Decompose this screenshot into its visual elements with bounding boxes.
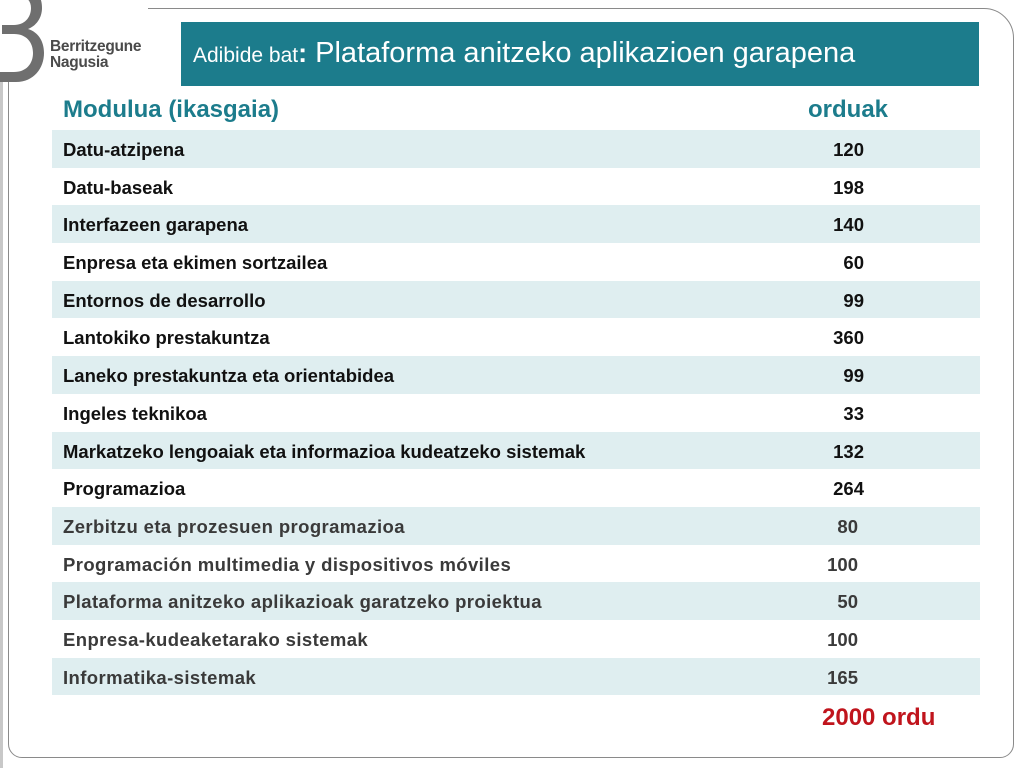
modules-table bbox=[52, 130, 980, 695]
table-row bbox=[52, 658, 980, 696]
module-name-cell: Datu-atzipena bbox=[63, 139, 185, 160]
logo-b-icon bbox=[0, 0, 46, 82]
table-row bbox=[52, 205, 980, 243]
column-header-hours: orduak bbox=[808, 96, 889, 123]
module-name-cell: Zerbitzu eta prozesuen programazioa bbox=[63, 515, 405, 537]
module-name-cell: Plataforma anitzeko aplikazioak garatzeko proiektua bbox=[63, 591, 542, 613]
logo-line-1: Berritzegune bbox=[50, 38, 142, 55]
module-hours-cell: 120 bbox=[833, 139, 864, 160]
table-row bbox=[52, 432, 980, 470]
module-name-cell: Ingeles teknikoa bbox=[63, 402, 207, 424]
table-row bbox=[52, 243, 980, 281]
logo-line-2: Nagusia bbox=[50, 54, 109, 71]
module-hours-cell: 60 bbox=[843, 252, 864, 274]
page-title bbox=[193, 37, 855, 70]
module-hours-cell: 132 bbox=[833, 440, 864, 462]
module-name-cell: Interfazeen garapena bbox=[63, 214, 249, 236]
module-name-cell: Programación multimedia y dispositivos móviles bbox=[63, 553, 512, 575]
slide-left-edge bbox=[0, 0, 3, 768]
module-name-cell: Datu-baseak bbox=[63, 176, 174, 198]
table-row bbox=[52, 507, 980, 545]
logo bbox=[0, 0, 148, 80]
table-header bbox=[52, 92, 980, 128]
module-name-cell: Markatzeko lengoaiak eta informazioa kudeatzeko sistemak bbox=[63, 440, 586, 462]
module-hours-cell: 33 bbox=[843, 402, 864, 424]
title-colon: : bbox=[298, 38, 308, 68]
table-row bbox=[52, 620, 980, 658]
table-row bbox=[52, 394, 980, 432]
column-header-module: Modulua (ikasgaia) bbox=[63, 96, 280, 123]
table-row bbox=[52, 168, 980, 206]
module-name-cell: Laneko prestakuntza eta orientabidea bbox=[63, 365, 395, 387]
module-hours-cell: 99 bbox=[843, 289, 864, 311]
module-hours-cell: 140 bbox=[833, 214, 864, 236]
logo-text bbox=[50, 39, 141, 71]
module-hours-cell: 165 bbox=[827, 666, 858, 688]
title-prefix: Adibide bat bbox=[193, 44, 299, 67]
module-hours-cell: 198 bbox=[833, 176, 864, 198]
table-row bbox=[52, 318, 980, 356]
total-hours: 2000 ordu bbox=[822, 704, 936, 731]
module-name-cell: Programazioa bbox=[63, 478, 186, 500]
table-row bbox=[52, 130, 980, 168]
module-name-cell: Entornos de desarrollo bbox=[63, 289, 266, 311]
module-name-cell: Informatika-sistemak bbox=[63, 666, 257, 688]
table-row bbox=[52, 356, 980, 394]
module-hours-cell: 100 bbox=[827, 628, 858, 650]
module-name-cell: Lantokiko prestakuntza bbox=[63, 327, 270, 349]
title-bar bbox=[181, 22, 979, 86]
module-hours-cell: 100 bbox=[827, 553, 858, 575]
table-row bbox=[52, 545, 980, 583]
module-name-cell: Enpresa-kudeaketarako sistemak bbox=[63, 628, 369, 650]
module-hours-cell: 360 bbox=[833, 327, 864, 349]
table-row bbox=[52, 469, 980, 507]
table-row bbox=[52, 281, 980, 319]
module-hours-cell: 99 bbox=[843, 365, 864, 387]
title-main: Plataforma anitzeko aplikazioen garapena bbox=[307, 37, 856, 69]
module-hours-cell: 50 bbox=[837, 591, 858, 613]
module-hours-cell: 80 bbox=[837, 515, 858, 537]
module-hours-cell: 264 bbox=[833, 478, 864, 500]
table-row bbox=[52, 582, 980, 620]
module-name-cell: Enpresa eta ekimen sortzailea bbox=[63, 252, 328, 274]
